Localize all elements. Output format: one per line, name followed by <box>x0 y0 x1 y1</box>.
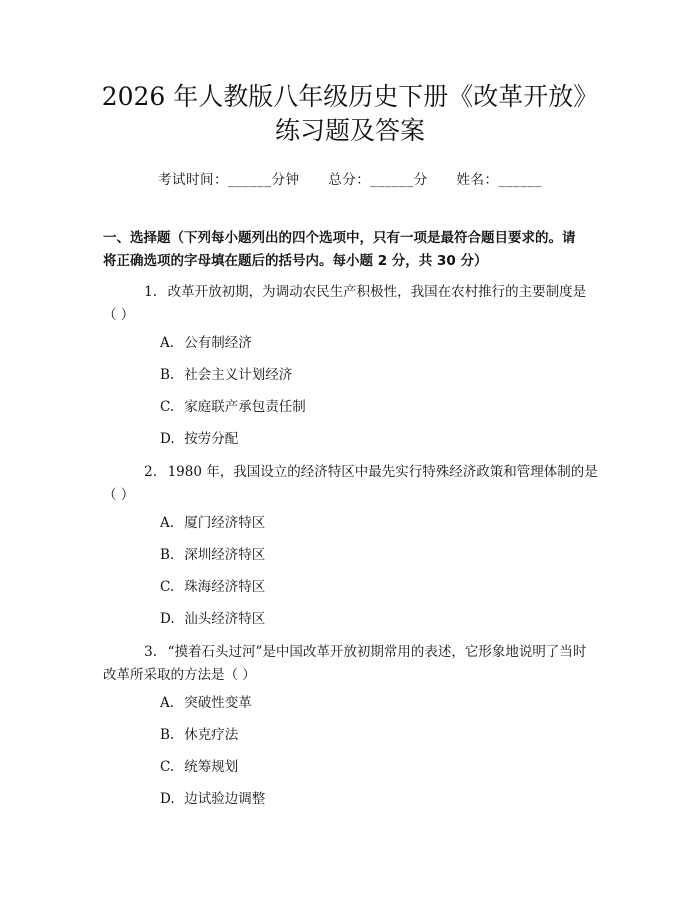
option-1c: C. 家庭联产承包责任制 <box>160 399 306 415</box>
question-3 <box>103 641 598 687</box>
question-text-continued: （ ） <box>103 487 135 503</box>
section-heading-line-1: 一、选择题（下列每小题列出的四个选项中，只有一项是最符合题目要求的。请 <box>103 230 576 246</box>
question-text: 1980 年，我国设立的经济特区中最先实行特殊经济政策和管理体制的是 <box>167 464 598 480</box>
title-line-1: 2026 年人教版八年级历史下册《改革开放》 <box>101 82 599 111</box>
section-heading-line-2: 将正确选项的字母填在题后的括号内。每小题 2 分，共 30 分） <box>103 253 488 269</box>
option-1a: A. 公有制经济 <box>160 335 252 351</box>
student-name: 姓名：______ <box>456 172 543 188</box>
question-number: 1. <box>144 284 157 300</box>
option-1b: B. 社会主义计划经济 <box>160 367 293 383</box>
option-3b: B. 休克疗法 <box>160 727 239 743</box>
option-3a: A. 突破性变革 <box>160 695 252 711</box>
question-text: “摸着石头过河”是中国改革开放初期常用的表述，它形象地说明了当时 <box>167 644 587 660</box>
total-score: 总分：______分 <box>328 172 428 188</box>
option-1d: D. 按劳分配 <box>160 431 239 447</box>
section-heading <box>103 227 598 273</box>
option-2b: B. 深圳经济特区 <box>160 547 266 563</box>
question-1 <box>103 281 598 327</box>
question-text-continued: 改革所采取的方法是（ ） <box>103 667 256 683</box>
question-2 <box>103 461 598 507</box>
option-3d: D. 边试验边调整 <box>160 791 266 807</box>
question-number: 2. <box>144 464 157 480</box>
question-number: 3. <box>144 644 157 660</box>
document-title <box>0 80 700 148</box>
option-2a: A. 厦门经济特区 <box>160 515 266 531</box>
exam-info <box>0 168 700 188</box>
question-text-continued: （ ） <box>103 307 135 323</box>
option-2d: D. 汕头经济特区 <box>160 611 266 627</box>
title-line-2: 练习题及答案 <box>274 116 425 145</box>
question-text: 改革开放初期，为调动农民生产积极性，我国在农村推行的主要制度是 <box>167 284 587 300</box>
exam-time: 考试时间：______分钟 <box>157 172 300 188</box>
option-3c: C. 统筹规划 <box>160 759 239 775</box>
option-2c: C. 珠海经济特区 <box>160 579 266 595</box>
